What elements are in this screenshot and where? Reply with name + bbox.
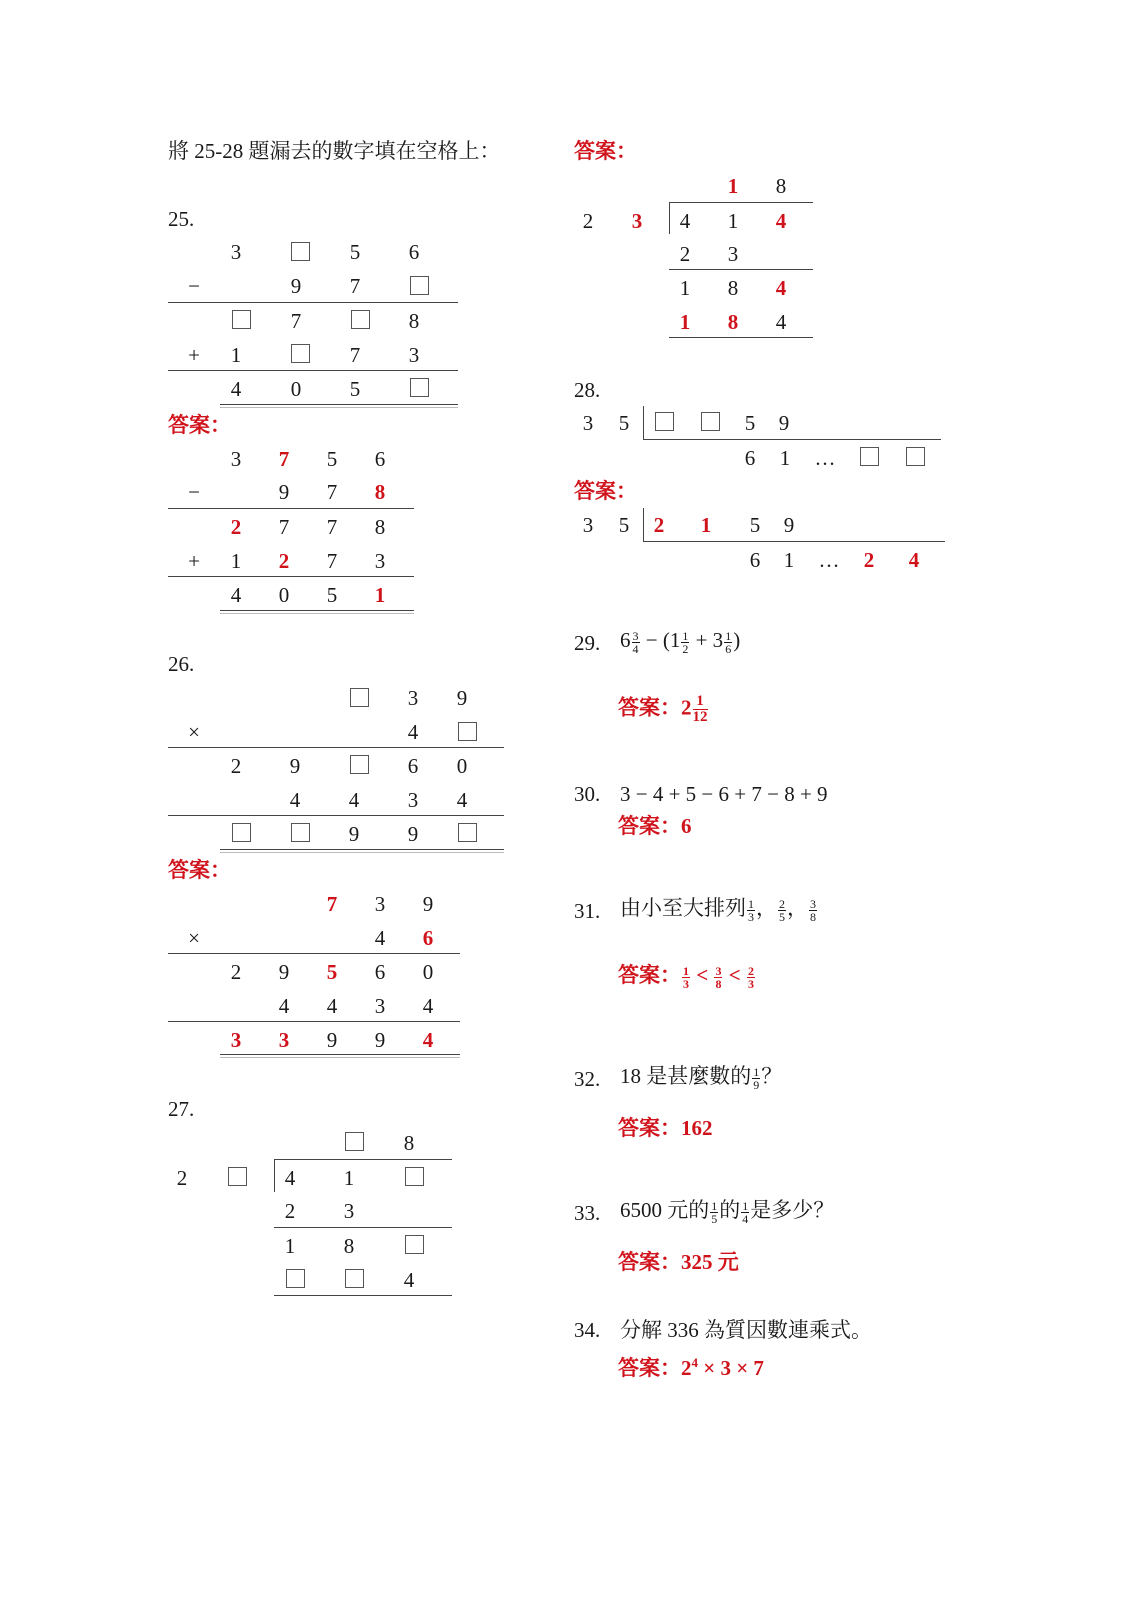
digit: 9 bbox=[407, 822, 419, 846]
digit: 1 bbox=[284, 1234, 296, 1258]
digit: 3 bbox=[374, 892, 386, 916]
digit: 4 bbox=[284, 1166, 296, 1190]
digit: 8 bbox=[775, 174, 787, 198]
q34-number: 34. bbox=[574, 1318, 601, 1342]
instruction: 將 25-28 題漏去的數字填在空格上： bbox=[168, 139, 501, 163]
digit: 7 bbox=[326, 515, 338, 539]
digit: 6 bbox=[407, 754, 419, 778]
blank-box[interactable] bbox=[701, 412, 720, 431]
rule-line bbox=[274, 1295, 452, 1296]
digit: 3 bbox=[343, 1199, 355, 1223]
fraction: $\frac{1}{4}$ bbox=[742, 1198, 749, 1226]
digit: 3 bbox=[407, 788, 419, 812]
blank-box[interactable] bbox=[860, 447, 879, 466]
digit: 5 bbox=[618, 513, 630, 537]
digit: 9 bbox=[290, 274, 302, 298]
answer-digit: 7 bbox=[326, 892, 338, 916]
blank-box[interactable] bbox=[232, 823, 251, 842]
digit: 6 bbox=[749, 548, 761, 572]
expr-part: − (1 bbox=[645, 628, 681, 652]
digit: 7 bbox=[349, 343, 361, 367]
digit: 6 bbox=[374, 960, 386, 984]
digit: 4 bbox=[326, 994, 338, 1018]
digit: 6 bbox=[408, 240, 420, 264]
fraction: $\frac{1}{3}$ bbox=[748, 896, 754, 924]
rule-line bbox=[669, 269, 813, 270]
digit: 9 bbox=[278, 480, 290, 504]
digit: 8 bbox=[374, 515, 386, 539]
blank-box[interactable] bbox=[350, 688, 369, 707]
double-rule bbox=[220, 404, 458, 408]
rule-line bbox=[168, 576, 414, 577]
q31-number: 31. bbox=[574, 899, 601, 923]
fraction: $\frac{3}{8}$ bbox=[810, 896, 816, 924]
plus-sign: + bbox=[188, 343, 200, 367]
q32-question: 18 是甚麼數的 $\frac{1}{9}$ ？ bbox=[620, 1064, 783, 1092]
digit: 8 bbox=[403, 1131, 415, 1155]
blank-box[interactable] bbox=[286, 1269, 305, 1288]
digit: 1 bbox=[779, 446, 791, 470]
answer-digit: 1 bbox=[374, 583, 386, 607]
digit: 1 bbox=[230, 343, 242, 367]
q32-number: 32. bbox=[574, 1067, 601, 1091]
ellipsis: … bbox=[814, 446, 836, 470]
blank-box[interactable] bbox=[351, 310, 370, 329]
division-bar bbox=[643, 541, 945, 542]
digit: 7 bbox=[326, 549, 338, 573]
q27-answer-label: 答案： bbox=[574, 139, 637, 163]
answer-digit: 7 bbox=[278, 447, 290, 471]
expr-part: 6 bbox=[620, 628, 631, 652]
digit: 9 bbox=[289, 754, 301, 778]
digit: 3 bbox=[408, 343, 420, 367]
blank-box[interactable] bbox=[232, 310, 251, 329]
fraction: $\frac{3}{4}$ bbox=[632, 628, 639, 656]
rule-line bbox=[168, 370, 458, 371]
q31-answer: 答案： $\frac{1}{3}$ < $\frac{3}{8}$ < $\frac{2}{3}$ bbox=[618, 963, 754, 991]
digit: 7 bbox=[326, 480, 338, 504]
double-rule bbox=[220, 849, 504, 853]
digit: 5 bbox=[326, 447, 338, 471]
digit: 4 bbox=[278, 994, 290, 1018]
blank-box[interactable] bbox=[228, 1167, 247, 1186]
rule-line bbox=[168, 1021, 460, 1022]
digit: 3 bbox=[727, 242, 739, 266]
blank-box[interactable] bbox=[345, 1132, 364, 1151]
digit: 2 bbox=[176, 1166, 188, 1190]
fraction: $\frac{1}{12}$ bbox=[692, 693, 708, 725]
answer-digit: 4 bbox=[775, 276, 787, 300]
minus-sign: − bbox=[188, 274, 200, 298]
answer-digit: 4 bbox=[908, 548, 920, 572]
digit: 3 bbox=[230, 447, 242, 471]
blank-box[interactable] bbox=[405, 1235, 424, 1254]
q34-question: 分解 336 為質因數連乘式。 bbox=[620, 1318, 872, 1342]
blank-box[interactable] bbox=[410, 378, 429, 397]
double-rule bbox=[220, 1054, 460, 1058]
q31-question: 由小至大排列 $\frac{1}{3}$ ， $\frac{2}{5}$ ， $\frac{3}{8}$ bbox=[620, 896, 816, 924]
q27-number: 27. bbox=[168, 1097, 195, 1121]
digit: 4 bbox=[230, 583, 242, 607]
digit: 2 bbox=[582, 209, 594, 233]
q30-number: 30. bbox=[574, 782, 601, 806]
digit: 0 bbox=[456, 754, 468, 778]
times-sign: × bbox=[188, 926, 200, 950]
digit: 8 bbox=[408, 309, 420, 333]
rule-line bbox=[274, 1227, 452, 1228]
answer-digit: 1 bbox=[700, 513, 712, 537]
answer-digit: 8 bbox=[727, 310, 739, 334]
digit: 5 bbox=[349, 240, 361, 264]
fraction: $\frac{3}{8}$ bbox=[715, 963, 722, 991]
times-sign: × bbox=[188, 720, 200, 744]
digit: 3 bbox=[230, 240, 242, 264]
digit: 9 bbox=[778, 411, 790, 435]
q29-expression bbox=[620, 628, 740, 655]
rule-line bbox=[168, 815, 504, 816]
q34-answer: 答案：$2^4 \times 3 \times 7$ bbox=[618, 1355, 764, 1380]
rule-line bbox=[168, 953, 460, 954]
digit: 7 bbox=[278, 515, 290, 539]
digit: 5 bbox=[744, 411, 756, 435]
digit: 0 bbox=[290, 377, 302, 401]
blank-box[interactable] bbox=[291, 344, 310, 363]
digit: 2 bbox=[230, 754, 242, 778]
fraction: $\frac{2}{3}$ bbox=[747, 963, 754, 991]
digit: 4 bbox=[456, 788, 468, 812]
division-bar bbox=[643, 439, 941, 440]
q28-answer-label: 答案： bbox=[574, 479, 637, 503]
answer-digit: 3 bbox=[278, 1028, 290, 1052]
q33-number: 33. bbox=[574, 1201, 601, 1225]
expr-part: ) bbox=[733, 628, 741, 652]
digit: 9 bbox=[783, 513, 795, 537]
answer-digit: 2 bbox=[278, 549, 290, 573]
answer-digit: 2 bbox=[230, 515, 242, 539]
rule-line bbox=[168, 508, 414, 509]
blank-box[interactable] bbox=[458, 823, 477, 842]
fraction: $\frac{2}{5}$ bbox=[779, 896, 785, 924]
digit: 0 bbox=[422, 960, 434, 984]
digit: 2 bbox=[284, 1199, 296, 1223]
digit: 5 bbox=[326, 583, 338, 607]
fraction: $\frac{1}{5}$ bbox=[711, 1198, 718, 1226]
digit: 4 bbox=[348, 788, 360, 812]
digit: 3 bbox=[374, 994, 386, 1018]
digit: 5 bbox=[749, 513, 761, 537]
digit: 6 bbox=[744, 446, 756, 470]
q28-number: 28. bbox=[574, 378, 601, 402]
digit: 3 bbox=[374, 549, 386, 573]
division-bracket bbox=[274, 1159, 275, 1192]
blank-box[interactable] bbox=[291, 242, 310, 261]
fraction: $\frac{1}{2}$ bbox=[682, 628, 689, 656]
digit: 1 bbox=[783, 548, 795, 572]
digit: 4 bbox=[422, 994, 434, 1018]
digit: 7 bbox=[290, 309, 302, 333]
rule-line bbox=[669, 337, 813, 338]
q30-answer: 答案：6 bbox=[618, 814, 692, 838]
digit: 4 bbox=[679, 209, 691, 233]
digit: 4 bbox=[403, 1268, 415, 1292]
answer-digit: 4 bbox=[775, 209, 787, 233]
answer-digit: 5 bbox=[326, 960, 338, 984]
q26-answer-label: 答案： bbox=[168, 858, 231, 882]
blank-box[interactable] bbox=[350, 755, 369, 774]
answer-digit: 1 bbox=[727, 174, 739, 198]
q29-number: 29. bbox=[574, 631, 601, 655]
digit: 1 bbox=[230, 549, 242, 573]
digit: 9 bbox=[374, 1028, 386, 1052]
division-bar bbox=[274, 1159, 452, 1160]
digit: 9 bbox=[422, 892, 434, 916]
q33-answer: 答案：325 元 bbox=[618, 1250, 739, 1274]
q25-answer-label: 答案： bbox=[168, 413, 231, 437]
digit: 9 bbox=[348, 822, 360, 846]
digit: 5 bbox=[618, 411, 630, 435]
digit: 6 bbox=[374, 447, 386, 471]
blank-box[interactable] bbox=[345, 1269, 364, 1288]
digit: 4 bbox=[775, 310, 787, 334]
digit: 0 bbox=[278, 583, 290, 607]
digit: 1 bbox=[727, 209, 739, 233]
digit: 9 bbox=[278, 960, 290, 984]
digit: 5 bbox=[349, 377, 361, 401]
fraction: $\frac{1}{6}$ bbox=[725, 628, 732, 656]
answer-digit: 2 bbox=[863, 548, 875, 572]
digit: 9 bbox=[326, 1028, 338, 1052]
digit: 3 bbox=[582, 411, 594, 435]
answer-digit: 4 bbox=[422, 1028, 434, 1052]
answer-digit: 6 bbox=[422, 926, 434, 950]
digit: 8 bbox=[343, 1234, 355, 1258]
fraction: $\frac{1}{3}$ bbox=[683, 963, 689, 991]
answer-digit: 1 bbox=[679, 310, 691, 334]
blank-box[interactable] bbox=[906, 447, 925, 466]
digit: 4 bbox=[407, 720, 419, 744]
digit: 4 bbox=[289, 788, 301, 812]
digit: 2 bbox=[679, 242, 691, 266]
blank-box[interactable] bbox=[410, 276, 429, 295]
minus-sign: − bbox=[188, 480, 200, 504]
q33-question: 6500 元的 $\frac{1}{5}$ 的 $\frac{1}{4}$ 是多少？ bbox=[620, 1198, 835, 1226]
division-bracket bbox=[669, 202, 670, 234]
q25-number: 25. bbox=[168, 207, 195, 231]
answer-digit: 3 bbox=[230, 1028, 242, 1052]
ellipsis: … bbox=[818, 548, 840, 572]
division-bar bbox=[669, 202, 813, 203]
q32-answer: 答案：162 bbox=[618, 1116, 713, 1140]
digit: 9 bbox=[456, 686, 468, 710]
rule-line bbox=[168, 747, 504, 748]
plus-sign: + bbox=[188, 549, 200, 573]
digit: 1 bbox=[343, 1166, 355, 1190]
blank-box[interactable] bbox=[405, 1167, 424, 1186]
digit: 1 bbox=[679, 276, 691, 300]
fraction: $\frac{1}{9}$ bbox=[753, 1064, 760, 1092]
digit: 7 bbox=[349, 274, 361, 298]
rule-line bbox=[168, 302, 458, 303]
division-bracket bbox=[643, 406, 644, 439]
digit: 3 bbox=[407, 686, 419, 710]
answer-digit: 3 bbox=[631, 209, 643, 233]
division-bracket bbox=[643, 508, 644, 541]
digit: 2 bbox=[230, 960, 242, 984]
digit: 8 bbox=[727, 276, 739, 300]
q30-expression: 3 − 4 + 5 − 6 + 7 − 8 + 9 bbox=[620, 782, 828, 806]
digit: 4 bbox=[374, 926, 386, 950]
answer-digit: 2 bbox=[653, 513, 665, 537]
blank-box[interactable] bbox=[655, 412, 674, 431]
digit: 3 bbox=[582, 513, 594, 537]
q26-number: 26. bbox=[168, 652, 195, 676]
answer-digit: 8 bbox=[374, 480, 386, 504]
blank-box[interactable] bbox=[291, 823, 310, 842]
expr-part: + 3 bbox=[695, 628, 724, 652]
blank-box[interactable] bbox=[458, 722, 477, 741]
double-rule bbox=[220, 610, 414, 614]
digit: 4 bbox=[230, 377, 242, 401]
q29-answer: 答案：2 $\frac{1}{12}$ bbox=[618, 693, 708, 725]
